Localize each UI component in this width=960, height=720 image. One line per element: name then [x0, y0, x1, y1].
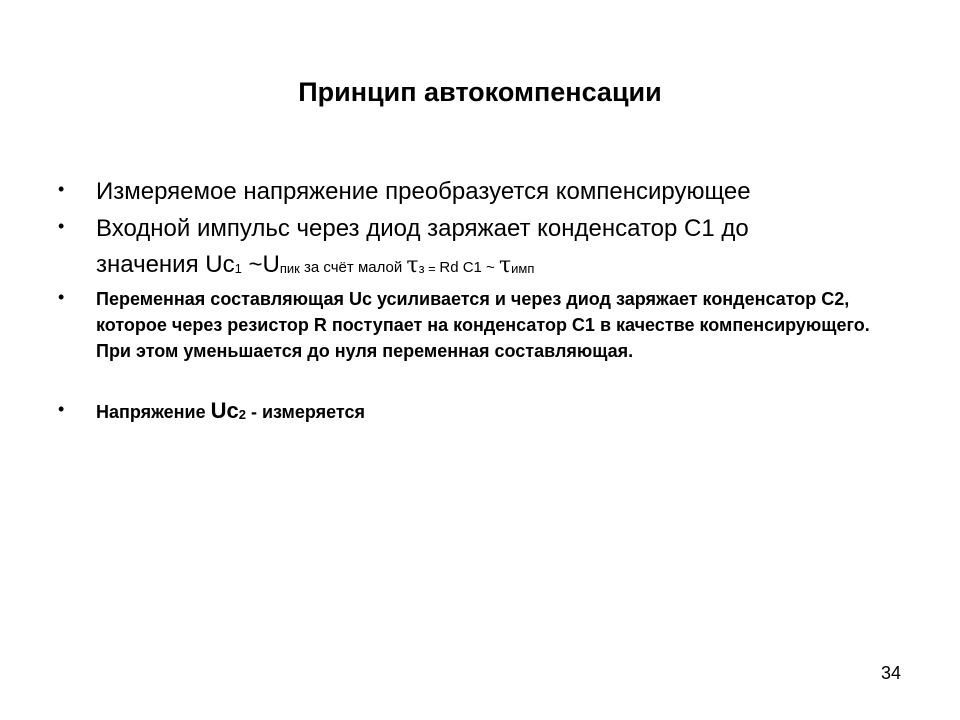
subscript: имп [511, 261, 535, 276]
bullet-text-2-line2 [96, 247, 896, 286]
bullet-dot: • [58, 287, 65, 307]
subscript: 1 [234, 261, 242, 276]
bullet-dot: • [58, 216, 65, 236]
uc-symbol: Uc [210, 398, 239, 423]
tau-symbol: τ [498, 253, 512, 278]
subscript: з = [418, 261, 440, 276]
bullet-text-1: Измеряемое напряжение преобразуется компенсирующее [96, 178, 751, 205]
bullet-dot: • [58, 399, 65, 419]
bullet-text-2-line1: Входной импульс через диод заряжает конденсатор С1 до [96, 215, 749, 242]
text-segment: Напряжение [96, 402, 211, 422]
subscript: 2 [238, 407, 246, 422]
uc-symbol: Uc [205, 251, 235, 278]
bullet-text-2 [96, 211, 896, 286]
bullet-text-3: Переменная составляющая Uc усиливается и через диод заряжает конденсатор С2, которое через резистор R поступает на конденсатор С1 в качестве компенсирующего. При этом уменьшается до нуля переменная составляющая. [96, 289, 870, 361]
text-segment: значения [96, 251, 206, 278]
tau-symbol: τ [406, 253, 419, 278]
text-segment: - измеряется [246, 402, 366, 422]
tilde-u-symbol: ~U [241, 251, 280, 278]
text-segment: Rd C1 ~ [439, 259, 499, 276]
bullet-dot: • [58, 179, 65, 199]
text-segment: за счёт малой [299, 259, 407, 276]
bullet-text-4 [96, 398, 896, 427]
subscript: пик [279, 261, 300, 276]
page-number: 34 [881, 663, 902, 683]
slide-title: Принцип автокомпенсации [298, 77, 662, 107]
